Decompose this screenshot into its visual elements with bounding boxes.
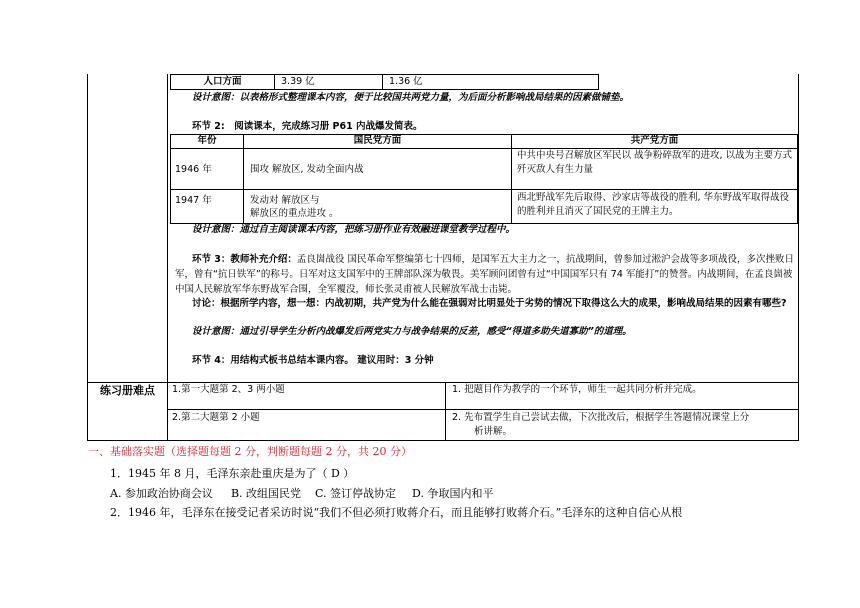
question-2: 2．1946 年，毛泽东在接受记者采访时说“我们不但必须打败蒋介石，而且能够打败蒋介石。”毛泽东的这种自信心从根 [110, 506, 683, 519]
practice-r1-left: 1.第一大题第 2、3 两小题 [172, 384, 285, 395]
row1-nat: 围攻 解放区, 发动全面内战 [250, 164, 364, 175]
option-d: D. 争取国内和平 [412, 487, 494, 500]
step2-title: 环节 2: 阅读课本，完成练习册 P61 内战爆发简表。 [192, 121, 423, 132]
row2-year: 1947 年 [175, 195, 212, 206]
discussion-question: 讨论：根据所学内容，想一想：内战初期，共产党为什么能在强弱对比明显处于劣势的情况下取得这么大的成果，影响战局结果的因素有哪些? [192, 298, 787, 309]
col-header-year: 年份 [197, 135, 217, 146]
design-intent-1: 设计意图：以表格形式整理课本内容，便于比较国共两党力量，为后面分析影响战局结果的因素做铺垫。 [192, 92, 630, 103]
step4-title: 环节 4：用结构式板书总结本课内容。 建议用时：3 分钟 [192, 355, 434, 366]
design-intent-2: 设计意图：通过自主阅读课本内容，把练习册作业有效融进课堂教学过程中。 [192, 224, 516, 235]
practice-r2-right-2: 析讲解。 [474, 426, 513, 437]
option-b: B. 改组国民党 [230, 487, 302, 500]
outer-right-border [798, 74, 799, 441]
population-row [170, 74, 599, 90]
col-header-nat: 国民党方面 [353, 135, 402, 146]
population-label: 人口方面 [203, 76, 242, 87]
row1-year: 1946 年 [175, 164, 212, 175]
col-header-cpc: 共产党方面 [630, 135, 679, 146]
row2-nat-line1: 发动对 解放区与 [250, 195, 320, 206]
step3-text: 孟良崮战役 国民革命军整编第七十四师，是国军五大主力之一，抗战期间，曾参加过淞沪会战等多项战役，多次挫败日军，曾有“抗日铁军”的称号。日军对这支国军中的王牌部队深为敬畏。美军顾问团曾有过“中国国军只有 74 军能打”的赞誉。内战期间，在孟良崮被中国人民解放军华东野战军合围，全军覆没，师长张灵甫被人民解放军战士击毙。 [175, 254, 794, 295]
option-c: C. 签订停战协定 [315, 487, 397, 500]
question-1: 1．1945 年 8 月，毛泽东亲赴重庆是为了（ D ） [110, 467, 355, 480]
practice-label: 练习册难点 [100, 384, 155, 397]
inner-column-divider [167, 74, 168, 382]
practice-r2-left: 2.第二大题第 2 小题 [172, 412, 260, 423]
row1-cpc: 中共中央号召解放区军民以 战争粉碎敌军的进攻, 以战为主要方式歼灭敌人有生力量 [517, 150, 793, 175]
design-intent-3: 设计意图：通过引导学生分析内战爆发后两党实力与战争结果的反差，感受“得道多助失道寡助”的道理。 [192, 326, 632, 337]
civil-war-table [170, 134, 798, 224]
question-1-options [110, 486, 760, 502]
practice-r1-right: 1. 把题目作为教学的一个环节，师生一起共同分析并完成。 [452, 384, 702, 395]
step3-paragraph [175, 252, 795, 297]
section-heading: 一、基础落实题（选择题每题 2 分，判断题每题 2 分，共 20 分） [88, 445, 412, 458]
row2-nat-line2: 解放区的重点进攻 。 [250, 208, 339, 219]
population-nat: 3.39 亿 [281, 76, 315, 87]
step3-label: 环节 3：教师补充介绍： [192, 254, 297, 265]
row2-cpc: 西北野战军先后取得、沙家店等战役的胜利, 华东野战军取得战役的胜利并且消灭了国民党的王牌主力。 [517, 192, 790, 217]
population-cpc: 1.36 亿 [389, 76, 423, 87]
option-a: A. 参加政治协商会议 [110, 487, 213, 500]
practice-r2-right-1: 2. 先布置学生自己尝试去做，下次批改后，根据学生答题情况课堂上分 [452, 412, 750, 423]
